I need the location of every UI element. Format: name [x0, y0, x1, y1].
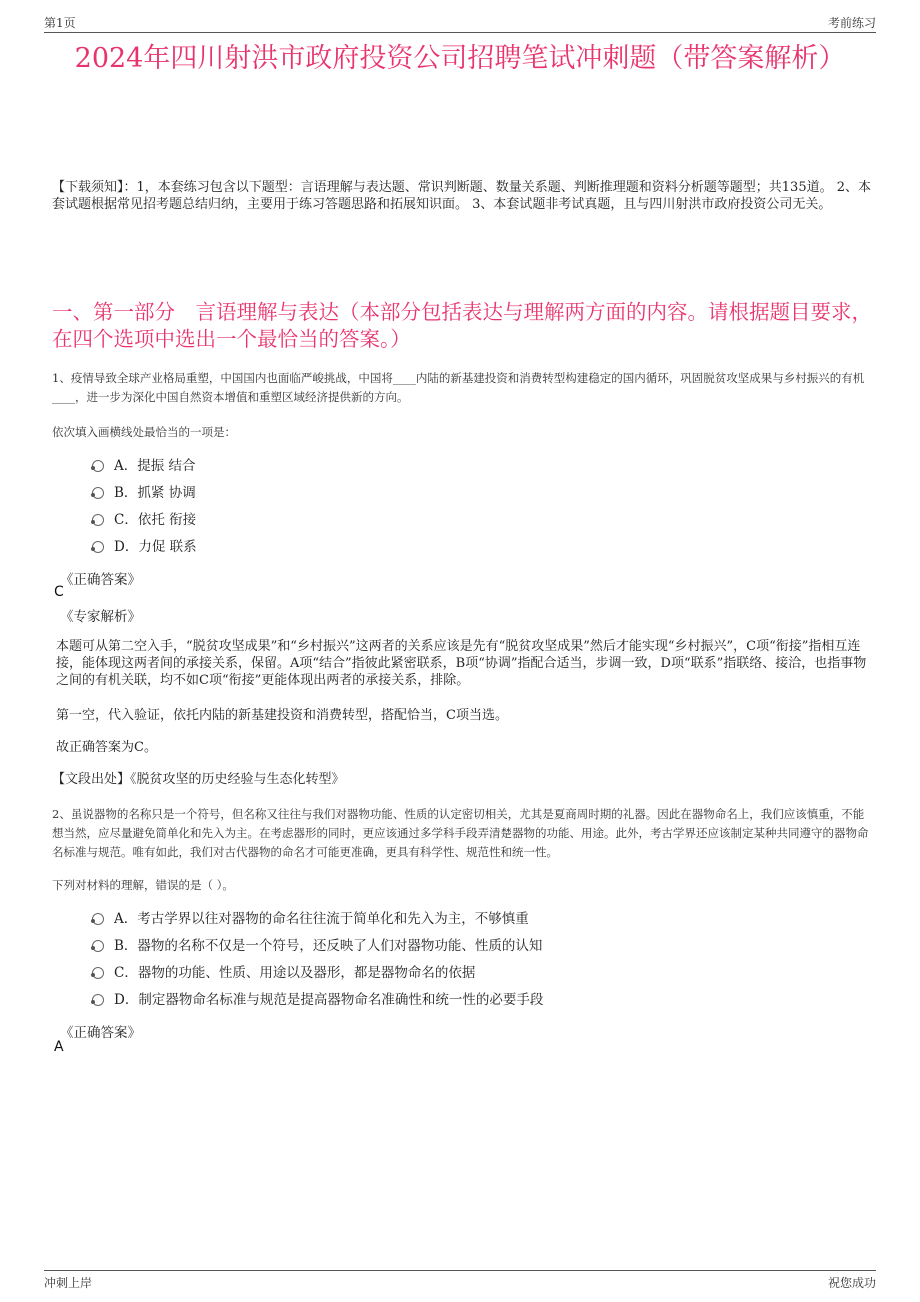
- question-2-option-d[interactable]: [92, 990, 543, 1010]
- question-1-option-c[interactable]: [92, 510, 196, 530]
- option-label: C．依托 衔接: [114, 512, 197, 528]
- radio-icon[interactable]: [92, 487, 104, 499]
- radio-icon[interactable]: [92, 913, 104, 925]
- page-header: [44, 12, 876, 33]
- radio-icon[interactable]: [92, 967, 104, 979]
- radio-icon[interactable]: [92, 541, 104, 553]
- option-label: D．力促 联系: [114, 539, 197, 555]
- question-2-option-a[interactable]: [92, 909, 529, 929]
- question-1-stem: 1、疫情导致全球产业格局重塑，中国国内也面临严峻挑战，中国将____内陆的新基建投资和消费转型构建稳定的国内循环，巩固脱贫攻坚成果与乡村振兴的有机____，进一步为深化中国自然资本增值和重塑区域经济提供新的方向。: [52, 371, 865, 404]
- question-1-source: 【文段出处】《脱贫攻坚的历史经验与生态化转型》: [52, 772, 345, 787]
- question-1-analysis-paragraph: 第一空，代入验证，依托内陆的新基建投资和消费转型，搭配恰当，C项当选。: [56, 708, 508, 723]
- question-1-analysis-paragraph: 本题可从第二空入手，“脱贫攻坚成果”和“乡村振兴”这两者的关系应该是先有“脱贫攻坚成果”然后才能实现“乡村振兴”，C项“衔接”指相互连接，能体现这两者间的承接关系，保留。A项“结合”指彼此紧密联系，B项“协调”指配合适当，步调一致，D项“联系”指联络、接洽，也指事物之间的有机关联，均不如C项“衔接”更能体现出两者的承接关系，排除。: [56, 639, 867, 688]
- option-label: C．器物的功能、性质、用途以及器形，都是器物命名的依据: [114, 965, 476, 981]
- page-footer: [44, 1270, 876, 1293]
- footer-left-text: 冲刺上岸: [44, 1276, 93, 1290]
- document-title: 2024年四川射洪市政府投资公司招聘笔试冲刺题（带答案解析）: [74, 43, 846, 74]
- question-2-answer: A: [54, 1039, 64, 1055]
- option-label: D．制定器物命名标准与规范是提高器物命名准确性和统一性的必要手段: [114, 992, 544, 1008]
- page-number: 第1页: [44, 16, 76, 30]
- question-2-stem: 2、虽说器物的名称只是一个符号，但名称又往往与我们对器物功能、性质的认定密切相关，尤其是夏商周时期的礼器。因此在器物命名上，我们应该慎重，不能想当然，应尽量避免简单化和先入为主。在考虑器形的同时，更应该通过多学科手段弄清楚器物的功能、用途。此外，考古学界还应该制定某种共同遵守的器物命名标准与规范。唯有如此，我们对古代器物的命名才可能更准确，更具有科学性、规范性和统一性。: [52, 807, 869, 859]
- option-label: B．抓紧 协调: [114, 485, 196, 501]
- question-2-answer-label: 《正确答案》: [60, 1025, 141, 1041]
- radio-icon[interactable]: [92, 514, 104, 526]
- footer-right-text: 祝您成功: [827, 1276, 876, 1290]
- option-label: B．器物的名称不仅是一个符号，还反映了人们对器物功能、性质的认知: [114, 938, 543, 954]
- question-1-conclusion: 故正确答案为C。: [56, 740, 157, 755]
- radio-icon[interactable]: [92, 994, 104, 1006]
- question-1-answer-label: 《正确答案》: [60, 572, 141, 588]
- question-2-prompt: 下列对材料的理解，错误的是（ ）。: [52, 878, 234, 892]
- download-notice: 【下载须知】：1，本套练习包含以下题型：言语理解与表达题、常识判断题、数量关系题、判断推理题和资料分析题等题型；共135道。 2、本套试题根据常见招考题总结归纳，主要用于练习答题思路和拓展知识面。 3、本套试题非考试真题，且与四川射洪市政府投资公司无关。: [52, 180, 871, 212]
- header-tag: 考前练习: [827, 16, 876, 30]
- question-2-option-b[interactable]: [92, 936, 542, 956]
- question-2-option-c[interactable]: [92, 963, 475, 983]
- question-1-prompt: 依次填入画横线处最恰当的一项是：: [52, 425, 236, 439]
- question-1-option-b[interactable]: [92, 483, 196, 503]
- radio-icon[interactable]: [92, 940, 104, 952]
- option-label: A．考古学界以往对器物的命名往往流于简单化和先入为主，不够慎重: [114, 911, 529, 927]
- question-1-option-d[interactable]: [92, 537, 197, 557]
- question-1-analysis-label: 《专家解析》: [60, 609, 141, 625]
- radio-icon[interactable]: [92, 460, 104, 472]
- question-1-option-a[interactable]: [92, 456, 196, 476]
- option-label: A．提振 结合: [114, 458, 196, 474]
- section-title: 一、第一部分 言语理解与表达（本部分包括表达与理解两方面的内容。请根据题目要求，在四个选项中选出一个最恰当的答案。）: [52, 300, 872, 351]
- question-1-answer: C: [54, 584, 64, 600]
